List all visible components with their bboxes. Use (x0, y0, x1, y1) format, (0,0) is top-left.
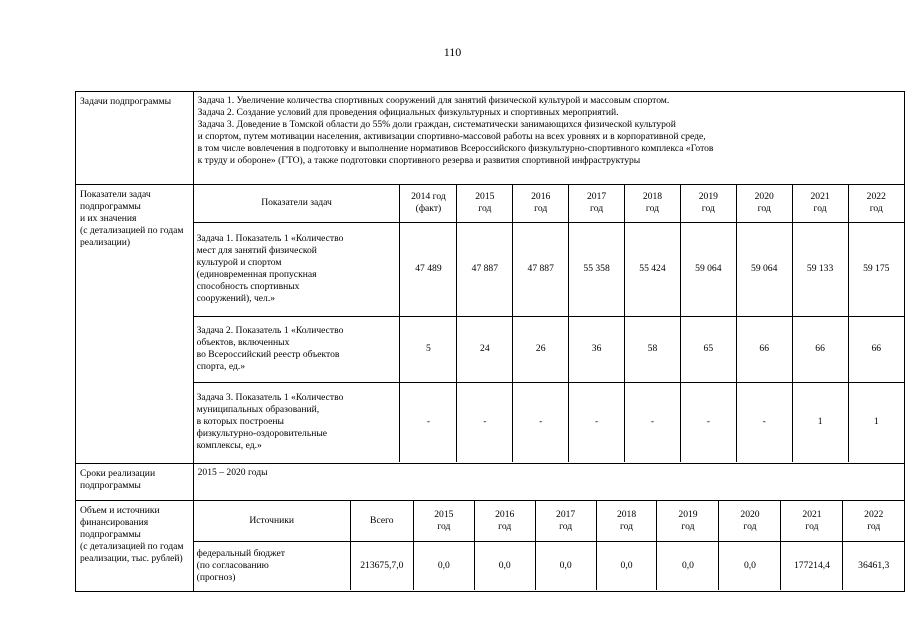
indicator-value: - (400, 382, 457, 462)
financing-value: 177214,4 (781, 541, 843, 590)
tasks-line: и спортом, путем мотивации населения, активизации спортивно-массовой работы на всех уровнях и в корпоративной среде, (197, 131, 706, 142)
indicator-value: - (513, 382, 569, 462)
indicator-value: 1 (848, 382, 904, 462)
year-header: 2017 год (569, 185, 625, 222)
indicators-cell (193, 185, 904, 464)
year-header: 2014 год (факт) (400, 185, 457, 222)
financing-total: 213675,7,0 (350, 541, 413, 590)
indicator-value: 59 064 (680, 222, 736, 316)
year-header: 2015 год (457, 185, 513, 222)
indicator-row (194, 382, 904, 462)
year-header: 2020 год (719, 501, 781, 541)
year-header: 2017 год (535, 501, 596, 541)
page-number: 110 (443, 45, 462, 59)
indicators-label-line: и их значения (80, 213, 137, 224)
indicators-label-line: (с детализацией по годам (80, 225, 184, 236)
indicators-header: Показатели задач (194, 185, 400, 222)
subprogram-passport-table (75, 91, 905, 592)
tasks-row (76, 92, 905, 185)
indicator-value: 59 064 (736, 222, 792, 316)
indicator-value: 26 (513, 316, 569, 382)
financing-value: 0,0 (596, 541, 657, 590)
indicator-value: 5 (400, 316, 457, 382)
year-header: 2016 год (513, 185, 569, 222)
financing-total-header: Всего (350, 501, 413, 541)
indicator-value: 55 358 (569, 222, 625, 316)
financing-table (194, 501, 904, 590)
year-header: 2020 год (736, 185, 792, 222)
indicator-value: - (736, 382, 792, 462)
financing-label: Объем и источники финансирования подпрограммы (с детализацией по годам реализации, тыс. рублей) (76, 501, 194, 592)
indicator-name: Задача 1. Показатель 1 «Количество мест для занятий физической культурой и спортом (единовременная пропускная способность спортивных сооружений), чел.» (194, 222, 400, 316)
financing-header-row (194, 501, 904, 541)
indicator-value: 66 (792, 316, 848, 382)
year-header: 2022 год (843, 501, 904, 541)
indicator-row (194, 316, 904, 382)
indicator-value: 65 (680, 316, 736, 382)
year-header: 2022 год (848, 185, 904, 222)
indicator-value: 47 887 (457, 222, 513, 316)
financing-source: федеральный бюджет (по согласованию (прогноз) (194, 541, 351, 590)
indicator-value: - (625, 382, 681, 462)
year-header: 2021 год (781, 501, 843, 541)
tasks-line: в том числе вовлечения в подготовку и выполнение нормативов Всероссийского физкультурно-спортивного комплекса «Готов (197, 143, 714, 154)
indicator-value: 59 175 (848, 222, 904, 316)
indicator-value: 55 424 (625, 222, 681, 316)
tasks-line: к труду и обороне» (ГТО), а также подготовки спортивного резерва и развития спортивной инфраструктуры (197, 155, 641, 166)
indicator-value: - (569, 382, 625, 462)
indicator-name: Задача 2. Показатель 1 «Количество объектов, включенных во Всероссийский реестр объектов спорта, ед.» (194, 316, 400, 382)
financing-value: 0,0 (413, 541, 474, 590)
year-header: 2018 год (625, 185, 681, 222)
tasks-line: Задача 2. Создание условий для проведения официальных физкультурных и спортивных мероприятий. (197, 107, 619, 118)
terms-row (76, 464, 905, 501)
financing-cell (193, 501, 904, 592)
year-header: 2021 год (792, 185, 848, 222)
tasks-text (193, 92, 904, 185)
year-header: 2018 год (596, 501, 657, 541)
year-header: 2016 год (474, 501, 535, 541)
indicators-label-line: реализации) (80, 237, 131, 248)
indicator-value: - (457, 382, 513, 462)
financing-data-row (194, 541, 904, 590)
indicator-row (194, 222, 904, 316)
indicator-value: 47 489 (400, 222, 457, 316)
indicator-value: 47 887 (513, 222, 569, 316)
indicator-value: 24 (457, 316, 513, 382)
indicator-value: 58 (625, 316, 681, 382)
tasks-line: Задача 1. Увеличение количества спортивных сооружений для занятий физической культурой и массовым спортом. (197, 95, 670, 106)
indicators-header-row (194, 185, 904, 222)
financing-value: 0,0 (474, 541, 535, 590)
indicator-value: 59 133 (792, 222, 848, 316)
financing-value: 0,0 (657, 541, 719, 590)
indicators-table (194, 185, 904, 462)
year-header: 2019 год (657, 501, 719, 541)
indicator-value: 66 (848, 316, 904, 382)
financing-value: 0,0 (535, 541, 596, 590)
tasks-label: Задачи подпрограммы (76, 92, 194, 185)
terms-value: 2015 – 2020 годы (193, 464, 904, 501)
financing-source-header: Источники (194, 501, 351, 541)
indicator-name: Задача 3. Показатель 1 «Количество муниципальных образований, в которых построены физкультурно-оздоровительные комплексы, ед.» (194, 382, 400, 462)
indicators-row (76, 185, 905, 464)
year-header: 2015 год (413, 501, 474, 541)
terms-label: Сроки реализации подпрограммы (76, 464, 194, 501)
indicator-value: - (680, 382, 736, 462)
indicator-value: 36 (569, 316, 625, 382)
indicator-value: 1 (792, 382, 848, 462)
year-header: 2019 год (680, 185, 736, 222)
indicators-label-line: подпрограммы (80, 201, 141, 212)
indicators-label (76, 185, 194, 464)
financing-value: 0,0 (719, 541, 781, 590)
indicator-value: 66 (736, 316, 792, 382)
tasks-line: Задача 3. Доведение в Томской области до 55% доли граждан, систематически занимающихся физической культурой (197, 119, 676, 130)
financing-row (76, 501, 905, 592)
indicators-label-line: Показатели задач (80, 189, 151, 200)
financing-value: 36461,3 (843, 541, 904, 590)
